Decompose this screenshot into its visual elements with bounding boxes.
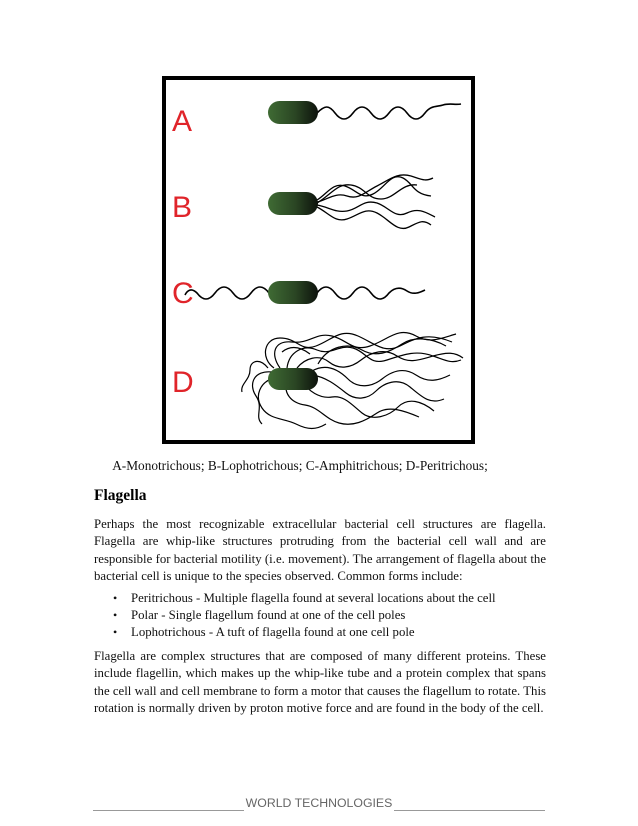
figure-caption: A-Monotrichous; B-Lophotrichous; C-Amphitrichous; D-Peritrichous; — [112, 458, 488, 473]
page-footer — [93, 796, 545, 812]
list-item: • Lophotrichous - A tuft of flagella found at one cell pole — [113, 625, 415, 639]
figure-frame — [164, 78, 473, 442]
bullet-marker: • — [113, 591, 118, 605]
list-item: • Peritrichous - Multiple flagella found at several locations about the cell — [113, 591, 496, 605]
bullet-marker: • — [113, 625, 118, 639]
footer-text: WORLD TECHNOLOGIES — [245, 796, 393, 810]
bullet-marker: • — [113, 608, 118, 622]
flagella-forms-list — [94, 590, 554, 641]
footer-rule-right — [394, 810, 545, 811]
flagella-arrangement-figure — [162, 76, 475, 444]
label-c: C — [172, 277, 194, 310]
footer-rule-left — [93, 810, 244, 811]
label-b: B — [172, 191, 193, 224]
label-d: D — [172, 366, 194, 399]
section-heading: Flagella — [94, 487, 147, 504]
intro-paragraph: Perhaps the most recognizable extracellular bacterial cell structures are flagella. Flagella are whip-like structures protruding from the bacterial cell wall and are responsible for bacterial motility (i.e. movement). The arrangement of flagella about the bacterial cell is unique to the species observed. Common forms include: — [94, 517, 546, 583]
list-item: • Polar - Single flagellum found at one of the cell poles — [113, 608, 406, 622]
label-a: A — [172, 105, 193, 138]
structure-paragraph: Flagella are complex structures that are composed of many different proteins. These include flagellin, which makes up the whip-like tube and a protein complex that spans the cell wall and cell membrane to form a motor that causes the flagellum to rotate. This rotation is normally driven by proton motive force and are found in the body of the cell. — [94, 649, 546, 715]
